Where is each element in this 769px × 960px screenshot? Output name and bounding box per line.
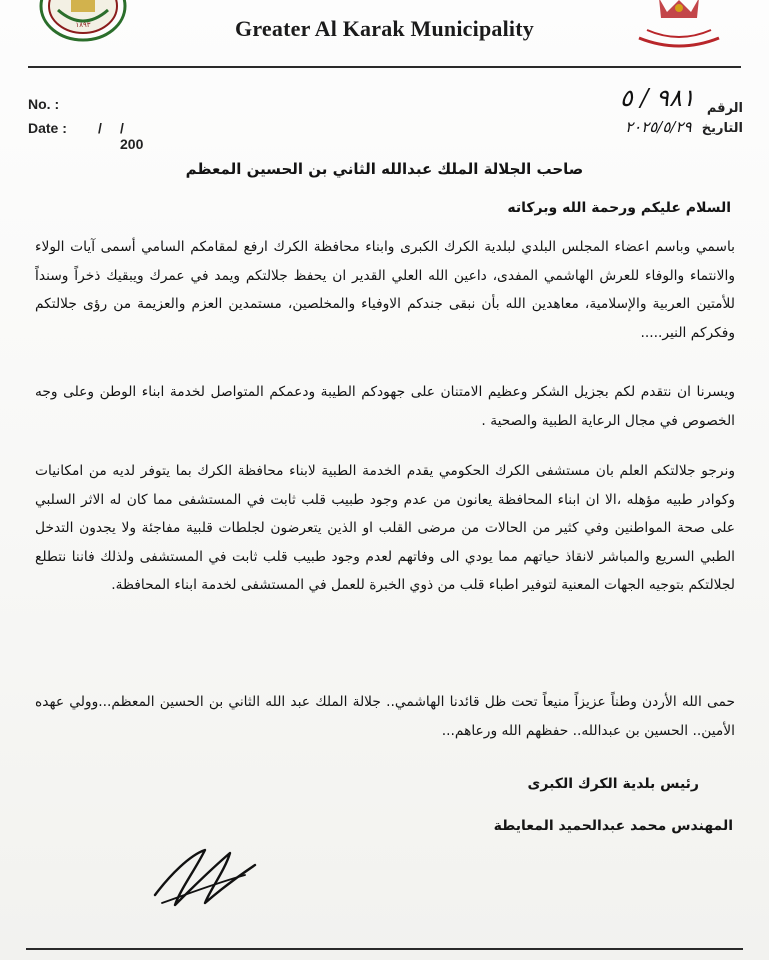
greeting: السلام عليكم ورحمة الله وبركاته (507, 200, 731, 216)
reference-number: ٩٨١ / ٥ (619, 84, 695, 112)
signatory-name: المهندس محمد عبدالحميد المعايطة (493, 818, 733, 834)
number-label: No. : (28, 96, 60, 112)
arabic-date-row (625, 118, 743, 136)
paragraph-request: ونرجو جلالتكم العلم بان مستشفى الكرك الحكومي يقدم الخدمة الطبية لابناء محافظة الكرك بما يتوفر لديه من امكانيات وكوادر طبيه مؤهله ،الا ان ابناء المحافظة يعانون من عدم وجود طبيب قلب ثابت في المستشفى مما كان له الاثر السلبي على صحة المواطنين وفي كثير من الحالات من مرضى القلب او الذين يتعرضون لجلطات قلبية مفاجئة ولا يجدون التدخل الطبي السريع والمباشر لانقاذ حياتهم مما يودي الى وفاتهم لعدم وجود طبيب قلب ثابت في المستشفى ولذلك فاننا نتطلع لجلالتكم بتوجيه الجهات المعنية لتوفير اطباء قلب من ذوي الخبرة للعمل في المستشفى لخدمة ابناء المحافظة. (35, 463, 735, 593)
arabic-date-value: ٢٠٢٥/٥/٢٩ (625, 118, 692, 136)
addressee: صاحب الجلالة الملك عبدالله الثاني بن الحسين المعظم (185, 160, 584, 178)
jordan-crown-emblem-icon (629, 0, 729, 52)
date-field (28, 120, 144, 152)
header-divider (28, 66, 741, 68)
paragraph-thanks: ويسرنا ان نتقدم لكم بجزيل الشكر وعظيم الامتنان على جهودكم الطيبة ودعمكم المتواصل لخدمة ابناء الوطن وعلى وجه الخصوص في مجال الرعاية الطبية والصحية . (35, 384, 735, 429)
signatory-title: رئيس بلدية الكرك الكبرى (527, 776, 699, 792)
svg-text:١٨٩٣: ١٨٩٣ (75, 21, 91, 29)
date-slash: / (98, 120, 102, 136)
date-year: / 200 (120, 120, 144, 152)
paragraph-loyalty: باسمي وباسم اعضاء المجلس البلدي لبلدية الكرك الكبرى وابناء محافظة الكرك ارفع لمقامكم السامي أسمى آيات الولاء والانتماء والوفاء للعرش الهاشمي المفدى، داعين الله العلي القدير ان يحفظ جلالتكم ويمد في عمرك ويبقيك ذخراً وسنداً للأمتين العربية والإسلامية، معاهدين الله بأن نبقى جندكم الاوفياء والمخلصين، مستمدين العزم والعزيمة من رؤى جلالتكم وفكركم النير..... (35, 239, 735, 341)
reference-label: الرقم (706, 101, 743, 116)
date-label: Date : (28, 120, 67, 136)
municipality-name: Greater Al Karak Municipality (235, 16, 534, 41)
handwritten-signature-icon (150, 845, 260, 915)
footer-divider (26, 948, 743, 950)
arabic-date-label: التاريخ (701, 121, 743, 136)
arabic-reference-row (619, 84, 743, 118)
paragraph-closing: حمى الله الأردن وطناً عزيزاً منيعاً تحت ظل قائدنا الهاشمي.. جلالة الملك عبد الله الثاني بن الحسين المعظم...وولي عهده الأمين.. الحسين بن عبدالله.. حفظهم الله ورعاهم... (35, 694, 735, 739)
